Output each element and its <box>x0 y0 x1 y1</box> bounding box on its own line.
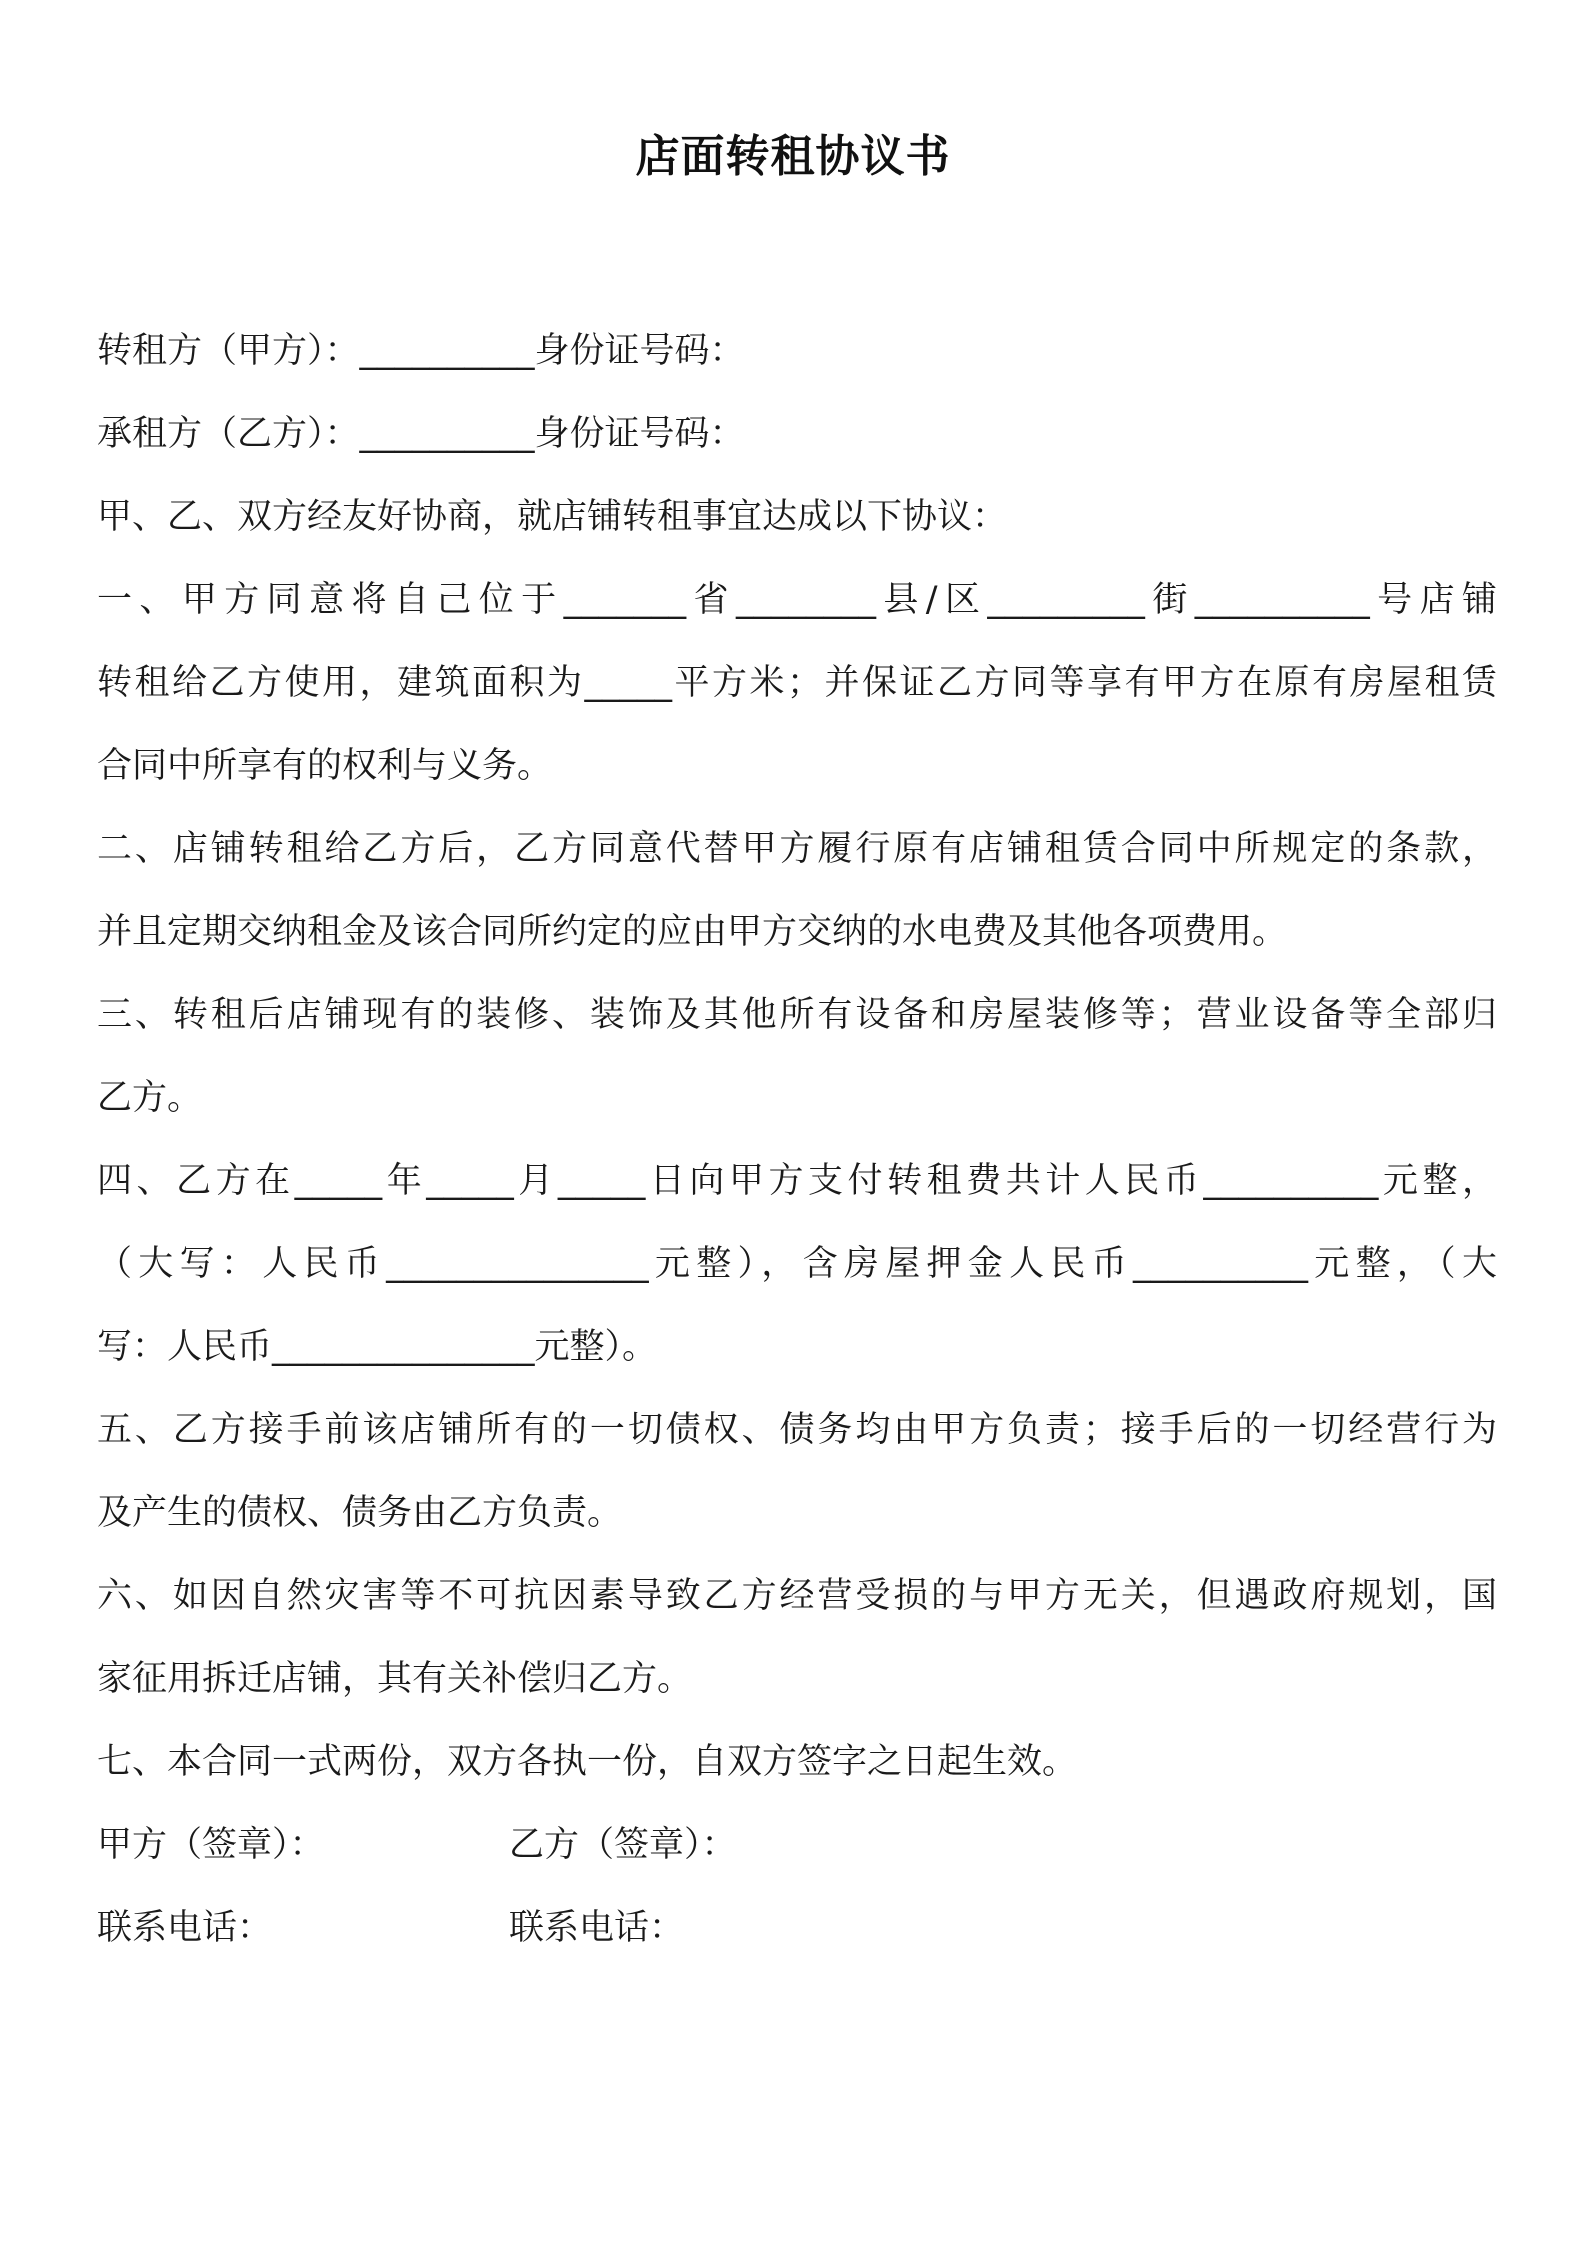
clause-1-line-1: 一、甲方同意将自己位于_______省________县/区_________街__________号店铺 <box>97 580 1497 620</box>
intro-line: 甲、乙、双方经友好协商，就店铺转租事宜达成以下协议： <box>97 497 1008 537</box>
party-a-phone-label: 联系电话： <box>97 1908 273 1948</box>
clause-4-line-2: （大写：人民币_______________元整），含房屋押金人民币__________元整，（大 <box>97 1244 1497 1284</box>
party-b-phone-label: 联系电话： <box>509 1908 685 1948</box>
party-b-seal-label: 乙方（签章）： <box>509 1825 737 1865</box>
clause-5-line-1: 五、乙方接手前该店铺所有的一切债权、债务均由甲方负责；接手后的一切经营行为 <box>97 1410 1497 1450</box>
sublessor-line: 转租方（甲方）：__________身份证号码： <box>97 331 745 371</box>
clause-1-line-3: 合同中所享有的权利与义务。 <box>97 746 553 786</box>
clause-6-line-1: 六、如因自然灾害等不可抗因素导致乙方经营受损的与甲方无关，但遇政府规划，国 <box>97 1576 1497 1616</box>
document-title: 店面转租协议书 <box>635 131 951 182</box>
clause-2-line-1: 二、店铺转租给乙方后，乙方同意代替甲方履行原有店铺租赁合同中所规定的条款， <box>97 829 1497 869</box>
clause-3-line-2: 乙方。 <box>97 1078 203 1118</box>
clause-1-line-2: 转租给乙方使用，建筑面积为_____平方米；并保证乙方同等享有甲方在原有房屋租赁 <box>97 663 1497 703</box>
phone-row <box>97 1887 1497 1970</box>
clause-4-line-1: 四、乙方在_____年_____月_____日向甲方支付转租费共计人民币__________元整， <box>97 1161 1497 1201</box>
clause-4-line-3: 写：人民币_______________元整）。 <box>97 1327 658 1367</box>
document-body <box>97 310 1497 1970</box>
party-a-seal-label: 甲方（签章）： <box>97 1825 325 1865</box>
clause-3-line-1: 三、转租后店铺现有的装修、装饰及其他所有设备和房屋装修等；营业设备等全部归 <box>97 995 1497 1035</box>
sublessee-line: 承租方（乙方）：__________身份证号码： <box>97 414 745 454</box>
clause-7-line-1: 七、本合同一式两份，双方各执一份，自双方签字之日起生效。 <box>97 1742 1078 1782</box>
clause-2-line-2: 并且定期交纳租金及该合同所约定的应由甲方交纳的水电费及其他各项费用。 <box>97 912 1288 952</box>
clause-5-line-2: 及产生的债权、债务由乙方负责。 <box>97 1493 623 1533</box>
signature-row <box>97 1804 1497 1887</box>
clause-6-line-2: 家征用拆迁店铺，其有关补偿归乙方。 <box>97 1659 693 1699</box>
